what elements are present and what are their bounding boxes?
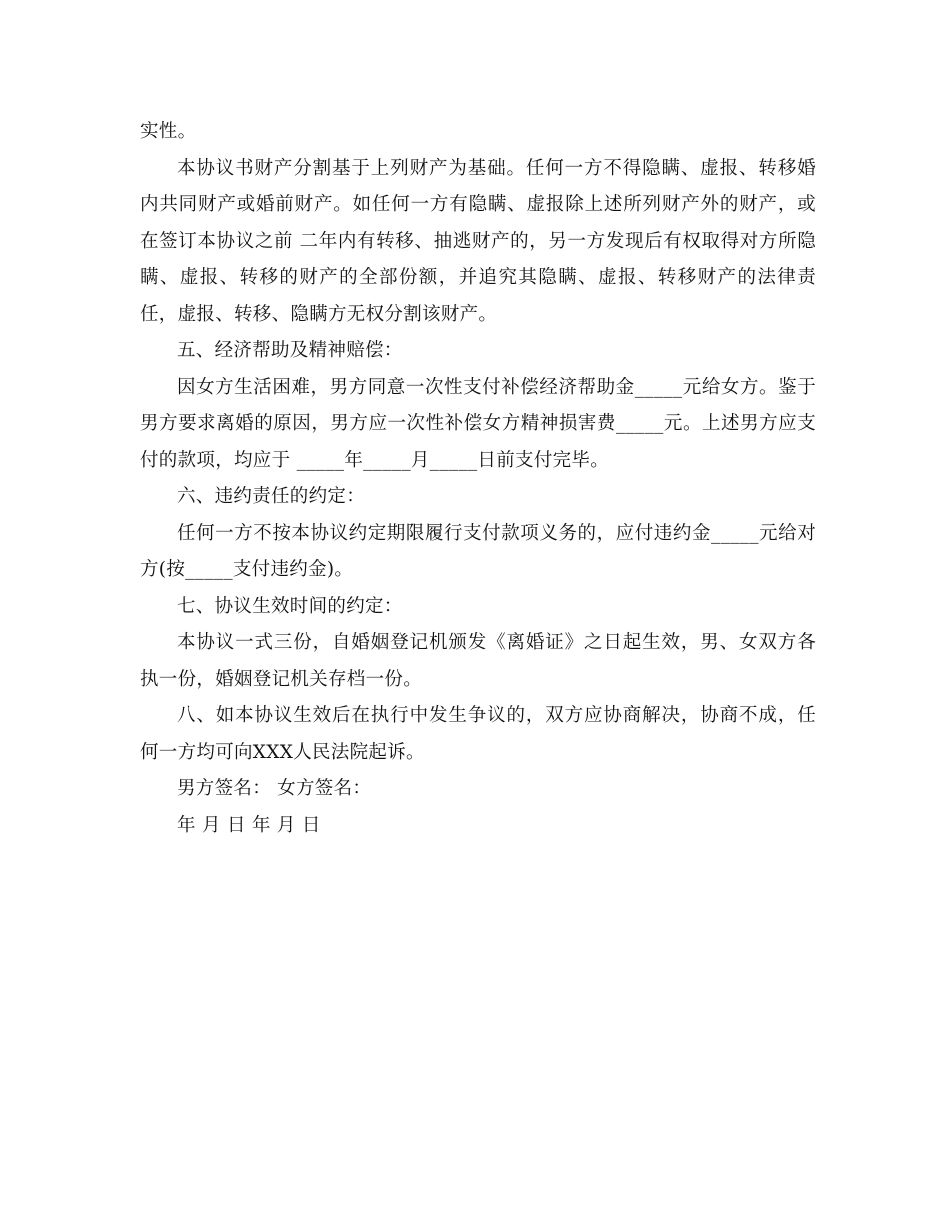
paragraph-economic-help: 因女方生活困难，男方同意一次性支付补偿经济帮助金_____元给女方。鉴于男方要求离婚的原因，男方应一次性补偿女方精神损害费_____元。上述男方应支付的款项，均应于 _____年_____月_____日前支付完毕。 [140, 376, 816, 471]
date-line: 年 月 日 年 月 日 [177, 814, 321, 836]
section-heading-economic-help: 五、经济帮助及精神赔偿： [177, 340, 403, 361]
section-heading-breach-liability: 六、违约责任的约定： [177, 486, 366, 507]
paragraph-breach-liability: 任何一方不按本协议约定期限履行支付款项义务的，应付违约金_____元给对方(按_____支付违约金)。 [140, 522, 816, 580]
document-body [140, 114, 816, 844]
paragraph-effective-time: 本协议一式三份，自婚姻登记机颁发《离婚证》之日起生效，男、女双方各执一份，婚姻登记机关存档一份。 [140, 632, 816, 690]
paragraph-continuation: 实性。 [140, 121, 197, 142]
paragraph-dispute-resolution: 八、如本协议生效后在执行中发生争议的，双方应协商解决，协商不成，任何一方均可向XXX人民法院起诉。 [140, 705, 816, 763]
signature-line: 男方签名： 女方签名： [177, 778, 372, 799]
section-heading-effective-time: 七、协议生效时间的约定： [177, 595, 403, 617]
paragraph-property-disclosure: 本协议书财产分割基于上列财产为基础。任何一方不得隐瞒、虚报、转移婚内共同财产或婚前财产。如任何一方有隐瞒、虚报除上述所列财产外的财产，或在签订本协议之前 二年内有转移、抽逃财产的，另一方发现后有权取得对方所隐瞒、虚报、转移的财产的全部份额，并追究其隐瞒、虚报、转移财产的法律责任，虚报、转移、隐瞒方无权分割该财产。 [140, 157, 816, 325]
